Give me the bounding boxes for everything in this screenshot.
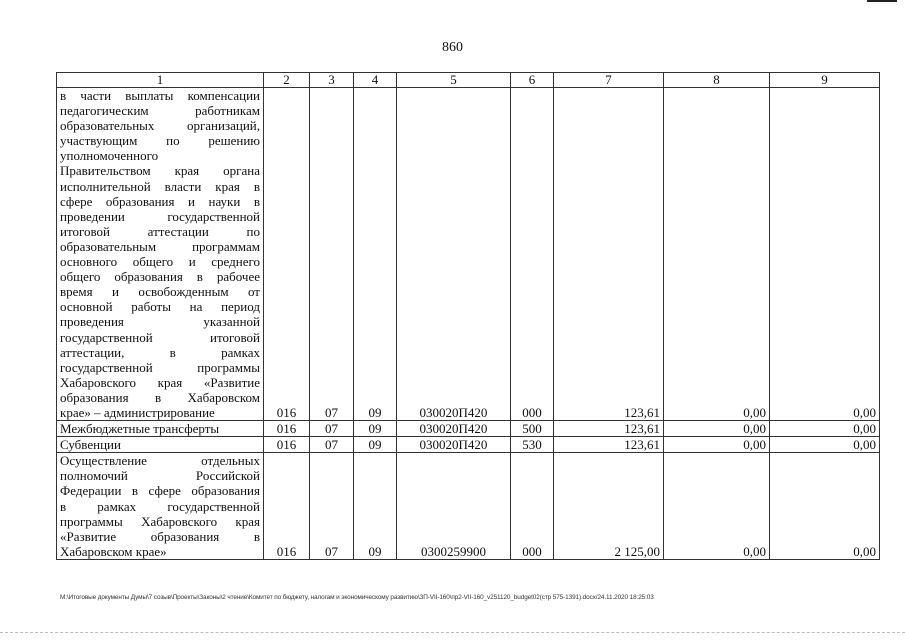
amount-col8: 0,00 [664, 453, 770, 560]
header-cell: 5 [397, 73, 511, 88]
header-cell: 8 [664, 73, 770, 88]
description-line: сфере образования и науки в [60, 193, 260, 209]
file-path-footer: М:\Итоговые документы Думы\7 созыв\Проекты\Законы\2 чтение\Комитет по бюджету, налогам и экономическому развитию\ЗП-VII-160\пр2-VII-160_v251120_budget02(стр 575-1391).docx/24.11.2020 18:25:03 [60, 594, 654, 601]
subsection-code: 09 [354, 453, 397, 560]
table-row [57, 437, 880, 453]
table-row [57, 421, 880, 437]
description-line: время и освобожденным от [60, 284, 260, 300]
description-line: государственной программы [60, 359, 260, 375]
description-line: общего образования в рабочее [60, 269, 260, 285]
description-line: Хабаровского края «Развитие [60, 374, 260, 390]
row-description [57, 437, 264, 453]
header-cell: 1 [57, 73, 264, 88]
amount-col8: 0,00 [664, 437, 770, 453]
header-cell: 9 [770, 73, 880, 88]
description-line: Осуществление отдельных [60, 453, 260, 469]
description-line: образовательным программам [60, 238, 260, 254]
expense-type-code: 000 [511, 453, 554, 560]
target-article-code: 030020П420 [397, 88, 511, 421]
amount-col7: 123,61 [554, 421, 664, 437]
description-line: основного общего и среднего [60, 254, 260, 270]
ministry-code: 016 [264, 437, 310, 453]
description-line: итоговой аттестации по [60, 223, 260, 239]
table-row [57, 453, 880, 560]
header-cell: 3 [310, 73, 354, 88]
description-line: Хабаровском крае» [60, 543, 167, 559]
expense-type-code: 500 [511, 421, 554, 437]
description-line: государственной итоговой [60, 329, 260, 345]
section-code: 07 [310, 437, 354, 453]
amount-col9: 0,00 [770, 453, 880, 560]
description-line: образовательных организаций, [60, 118, 260, 134]
amount-col7: 2 125,00 [554, 453, 664, 560]
amount-col7: 123,61 [554, 88, 664, 421]
amount-col8: 0,00 [664, 421, 770, 437]
header-cell: 6 [511, 73, 554, 88]
description-line: Межбюджетные трансферты [60, 421, 220, 437]
expense-type-code: 000 [511, 88, 554, 421]
description-line: проведении государственной [60, 208, 260, 224]
header-row [57, 73, 880, 88]
description-line: проведения указанной [60, 314, 260, 330]
description-line: Федерации в сфере образования [60, 483, 260, 499]
ministry-code: 016 [264, 421, 310, 437]
description-line: исполнительной власти края в [60, 178, 260, 194]
description-line: полномочий Российской [60, 468, 260, 484]
corner-mark [867, 0, 897, 2]
description-line: участвующим по решению [60, 133, 260, 149]
header-cell: 4 [354, 73, 397, 88]
ministry-code: 016 [264, 453, 310, 560]
description-line: педагогическим работникам [60, 103, 260, 119]
description-line: основной работы на период [60, 299, 260, 315]
target-article-code: 030020П420 [397, 437, 511, 453]
description-line: в рамках государственной [60, 498, 260, 514]
amount-col8: 0,00 [664, 88, 770, 421]
header-cell: 2 [264, 73, 310, 88]
divider [0, 632, 905, 633]
amount-col9: 0,00 [770, 437, 880, 453]
target-article-code: 030020П420 [397, 421, 511, 437]
row-description [57, 88, 264, 421]
amount-col9: 0,00 [770, 421, 880, 437]
header-cell: 7 [554, 73, 664, 88]
description-line: в части выплаты компенсации [60, 88, 260, 103]
table-row [57, 88, 880, 421]
description-line: программы Хабаровского края [60, 513, 260, 529]
subsection-code: 09 [354, 437, 397, 453]
description-line: крае» – администрирование [60, 404, 215, 420]
description-line: аттестации, в рамках [60, 344, 260, 360]
section-code: 07 [310, 421, 354, 437]
page-number: 860 [442, 40, 463, 55]
description-line: Субвенции [60, 437, 121, 453]
subsection-code: 09 [354, 88, 397, 421]
description-line: «Развитие образования в [60, 528, 260, 544]
row-description [57, 421, 264, 437]
row-description [57, 453, 264, 560]
expense-type-code: 530 [511, 437, 554, 453]
amount-col9: 0,00 [770, 88, 880, 421]
section-code: 07 [310, 88, 354, 421]
description-line: Правительством края органа [60, 163, 260, 179]
subsection-code: 09 [354, 421, 397, 437]
description-line: уполномоченного [60, 148, 159, 164]
target-article-code: 0300259900 [397, 453, 511, 560]
budget-table [56, 72, 880, 560]
ministry-code: 016 [264, 88, 310, 421]
amount-col7: 123,61 [554, 437, 664, 453]
description-line: образования в Хабаровском [60, 389, 260, 405]
section-code: 07 [310, 453, 354, 560]
